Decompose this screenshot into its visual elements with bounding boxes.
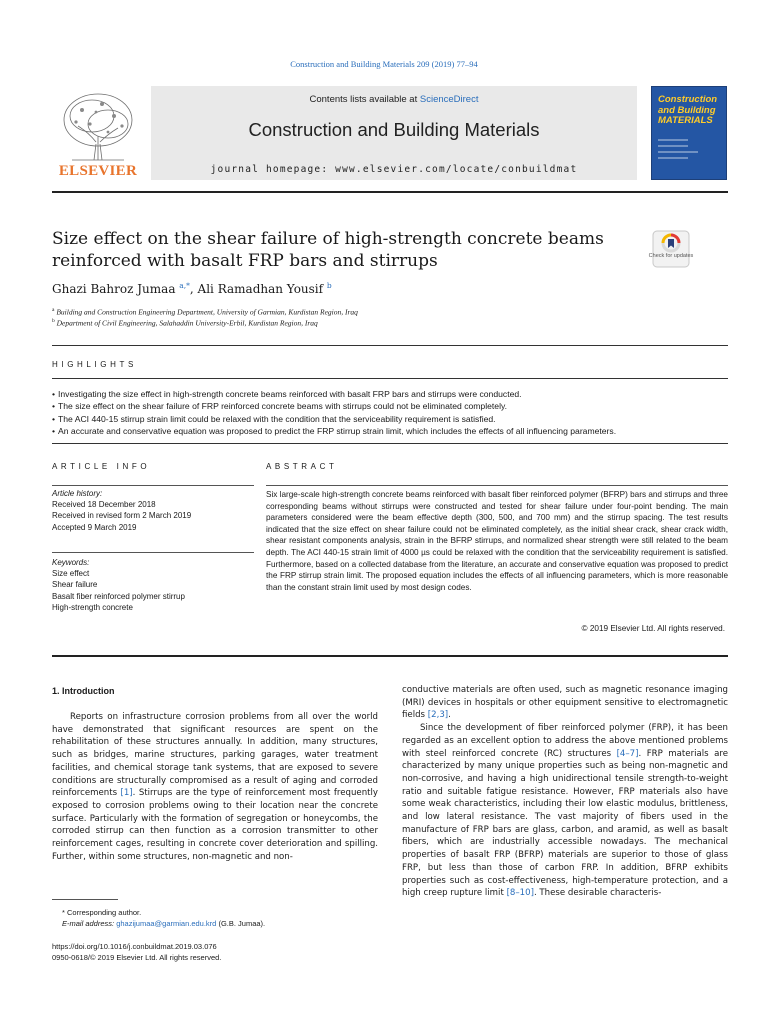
keywords-label: Keywords: — [52, 558, 90, 567]
body-paragraph: Since the development of fiber reinforced polymer (FRP), it has been regarded as an excellent option to address the above mentioned problems with steel reinforced concrete (RC) structures [4–7]. FRP materials are characterized by many unique properties such as being non-magnetic and non-corrosive, and having a high unidirectional tensile strength-to-weight ratio and suitable fatigue resistance. However, FRP materials also have some weak characteristics, including their low elastic modulus, brittleness, and low lateral resistance. The vast majority of fibers used in the manufacture of FRP bars are glass, carbon, and aramid, as well as basalt fibers, which are industrially accessible nowadays. The mechanical properties of basalt FRP (BFRP) materials are superior to those of glass FRP, but less than those of carbon FRP. In addition, BFRP exhibits properties such as cost-effectiveness, high-temperature protection, and a high creep rupture limit [8–10]. These desirable characteris- — [402, 723, 728, 899]
highlight-item: • The ACI 440-15 stirrup strain limit could be relaxed with the condition that the serviceability requirement is satisfied. — [52, 413, 728, 425]
highlights-list — [52, 388, 728, 438]
highlights-heading: HIGHLIGHTS — [52, 360, 137, 369]
body-left-column — [52, 711, 378, 863]
corresponding-author-note: * Corresponding author. — [62, 908, 142, 917]
journal-cover-image — [651, 86, 727, 180]
highlights-divider — [52, 378, 728, 379]
keyword: Shear failure — [52, 580, 98, 590]
abstract-text: Six large-scale high-strength concrete beams reinforced with basalt fiber reinforced polymer (BFRP) bars and stirrups and three corresponding beams without stirrups were constructed and tested for shear failure under four-point bending. The main parameters considered were the beam effective depth (300, 500, and 700 mm) and the stirrup spacing. The test results indicated that the size effect on shear failure could not be eliminated completely, as the initial shear crack, shear crack width, shear resistant components analysis, strain in the BFRP stirrups, and normalized shear strength were still related to the beam depth. The ACI 440-15 strain limit of 4000 µs could be relaxed with the condition that the serviceability requirement is satisfied. Furthermore, based on a collected database from the literature, an accurate and conservative equation was proposed to predict the FRP stirrup strain limit. The proposed equation includes the effects of all influencing parameters, which is more reasonable than the constant strain limit used by most design codes. — [266, 490, 728, 592]
keywords — [52, 557, 254, 613]
history-entry: Received 18 December 2018 — [52, 500, 156, 510]
keyword: Basalt fiber reinforced polymer stirrup — [52, 591, 185, 601]
citation-link[interactable]: [4–7] — [616, 748, 639, 759]
keyword: Size effect — [52, 569, 90, 579]
doi-link[interactable]: https://doi.org/10.1016/j.conbuildmat.2019.03.076 — [52, 942, 217, 951]
author-name[interactable]: Ghazi Bahroz Jumaa — [52, 282, 176, 296]
journal-citation[interactable]: Construction and Building Materials 209 (2019) 77–94 — [290, 59, 478, 69]
header-divider — [52, 191, 728, 193]
body-paragraph: conductive materials are often used, such as magnetic resonance imaging (MRI) devices in hospitals or other equipment sensitive to electromagnetic fields [2,3]. — [402, 685, 728, 721]
article-history — [52, 488, 254, 533]
journal-title: Construction and Building Materials — [248, 119, 540, 140]
email-note: E-mail address: ghazijumaa@garmian.edu.krd (G.B. Jumaa). — [62, 919, 266, 928]
section-title: 1. Introduction — [52, 686, 115, 696]
check-for-updates-label: Check for updates — [648, 253, 694, 259]
abstract-heading: ABSTRACT — [266, 462, 338, 471]
article-history-label: Article history: — [52, 489, 103, 498]
affiliation-a: $^a$ Building and Construction Engineering Department, University of Garmian, Kurdistan Region, Iraq — [52, 307, 358, 317]
check-for-updates-icon[interactable] — [652, 230, 690, 268]
email-link[interactable]: ghazijumaa@garmian.edu.krd — [116, 919, 217, 928]
body-paragraph: Reports on infrastructure corrosion problems from all over the world have demonstrated that significant resources are spent on the rehabilitation of these structures annually. In addition, many structures, such as bridges, marine structures, parking garages, water treatment facilities, and chemical storage tank systems, that are exposed to severe conditions are structurally compromised as a result of aging and corroded reinforcements [1]. Stirrups are the type of reinforcement most frequently exposed to corrosion problems owing to their location near the concrete surface. Particularly with the formation of segregation or honeycombs, the corroded stirrup can then function as a corrosion transmitter to other reinforcement cages, resulting in concrete cover deterioration and spilling. Further, within some structures, non-magnetic and non- — [52, 712, 378, 862]
citation-link[interactable]: [1] — [120, 788, 133, 799]
citation-link[interactable]: [2,3] — [427, 710, 449, 721]
abstract-copyright: © 2019 Elsevier Ltd. All rights reserved. — [581, 624, 725, 633]
author-name[interactable]: Ali Ramadhan Yousif — [197, 282, 324, 296]
author-affiliation-marker[interactable]: b — [326, 281, 332, 290]
keyword: High-strength concrete — [52, 602, 133, 612]
keywords-divider — [52, 552, 254, 553]
body-right-column — [402, 684, 728, 900]
article-info-divider — [52, 485, 254, 486]
author-affiliation-marker[interactable]: a,* — [179, 281, 190, 290]
highlight-item: • Investigating the size effect in high-strength concrete beams reinforced with basalt FRP bars and stirrups were conducted. — [52, 388, 728, 400]
affiliation-divider — [52, 345, 728, 346]
highlights-end-divider — [52, 443, 728, 444]
article-info-heading: ARTICLE INFO — [52, 462, 151, 471]
sciencedirect-link[interactable]: ScienceDirect — [419, 94, 479, 105]
cover-title: Construction and Building MATERIALS — [658, 94, 718, 126]
frontmatter-end-divider — [52, 655, 728, 657]
highlight-item: • An accurate and conservative equation was proposed to predict the FRP stirrup strain limit, which includes the effects of all influencing parameters. — [52, 425, 728, 437]
publisher-name: ELSEVIER — [58, 163, 138, 179]
history-entry: Accepted 9 March 2019 — [52, 522, 137, 532]
history-entry: Received in revised form 2 March 2019 — [52, 511, 192, 521]
citation-link[interactable]: [8–10] — [506, 888, 534, 899]
highlight-item: • The size effect on the shear failure of FRP reinforced concrete beams with stirrups could not be eliminated completely. — [52, 400, 728, 412]
issn-copyright: 0950-0618/© 2019 Elsevier Ltd. All rights reserved. — [52, 953, 222, 962]
abstract-divider — [266, 485, 728, 486]
contents-availability: Contents lists available at ScienceDirect — [309, 94, 479, 105]
author-list: Ghazi Bahroz Jumaa $^{a,*}$, Ali Ramadhan Yousif $^b$ — [52, 281, 332, 296]
affiliation-b: $^b$ Department of Civil Engineering, Salahaddin University-Erbil, Kurdistan Region, Iraq — [52, 318, 318, 328]
footnote-divider — [52, 899, 118, 900]
journal-homepage[interactable]: journal homepage: www.elsevier.com/locate/conbuildmat — [210, 164, 578, 175]
article-title: Size effect on the shear failure of high-strength concrete beams reinforced with basalt FRP bars and stirrups — [52, 229, 604, 271]
